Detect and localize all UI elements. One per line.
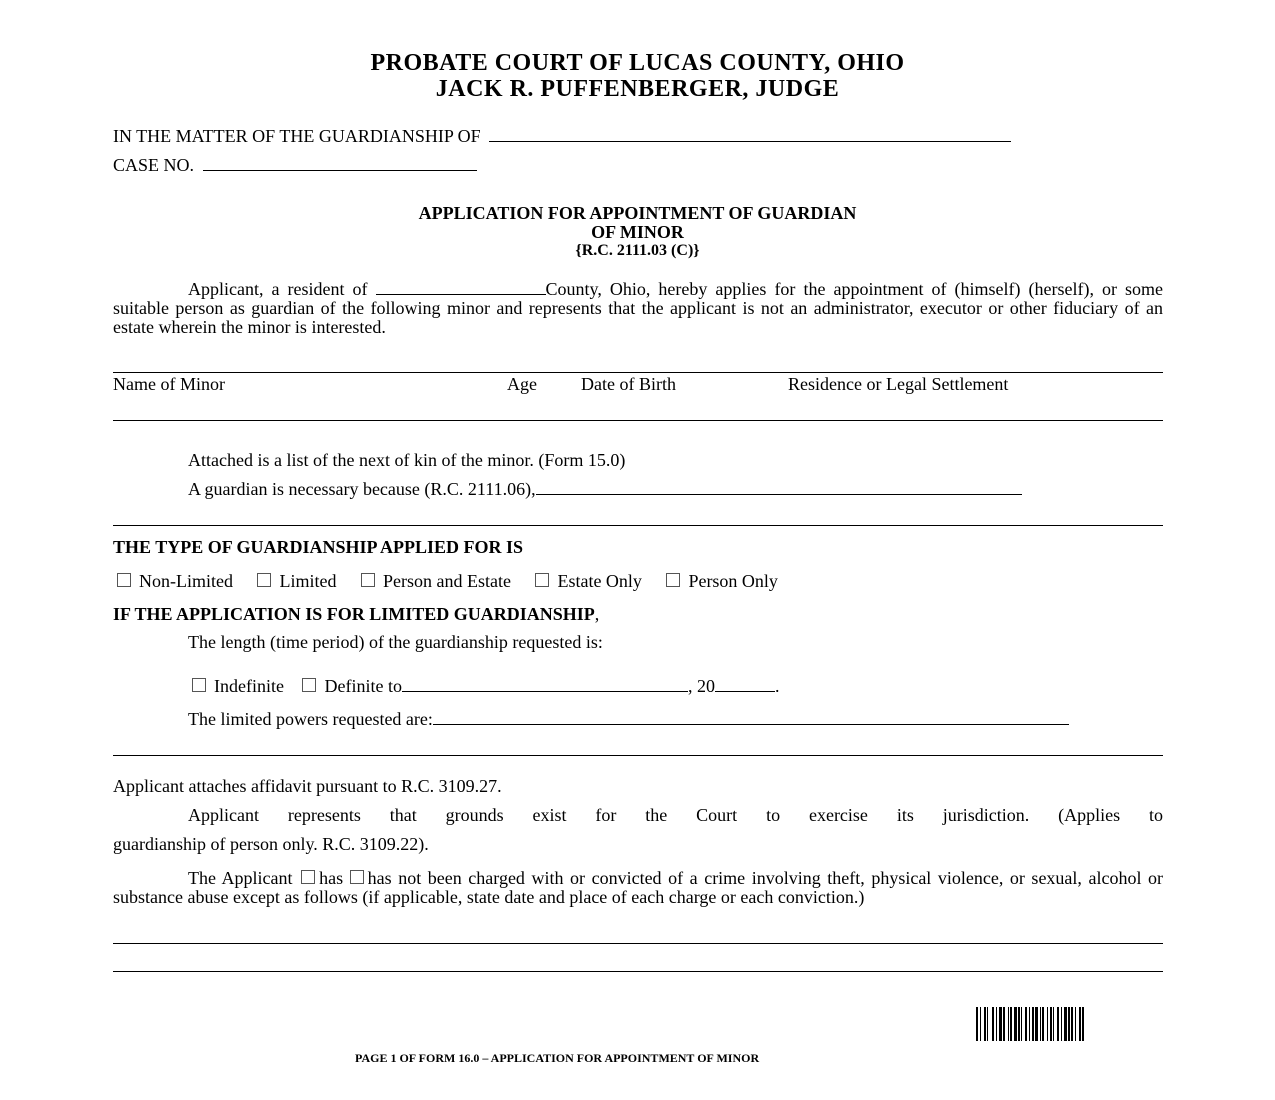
checkbox-has[interactable] [301,870,315,884]
definite-date-field[interactable] [402,676,688,692]
court-name: PROBATE COURT OF LUCAS COUNTY, OHIO [370,50,905,76]
col-residence: Residence or Legal Settlement [788,374,1009,394]
checkbox-non-limited[interactable] [117,573,131,587]
criminal-statement [113,869,1163,907]
col-date-of-birth: Date of Birth [581,374,676,394]
page-footer: PAGE 1 OF FORM 16.0 – APPLICATION FOR APPOINTMENT OF MINOR [355,1051,760,1065]
checkbox-limited[interactable] [257,573,271,587]
option-indefinite-label: Indefinite [214,676,284,696]
form-title-line2: OF MINOR [591,222,684,242]
option-person-and-estate-label: Person and Estate [382,571,511,591]
case-no-field[interactable] [203,155,477,171]
limited-heading-text: IF THE APPLICATION IS FOR LIMITED GUARDIANSHIP [113,604,595,624]
limited-powers-field[interactable] [433,709,1069,725]
intro-part1: Applicant, a resident of [188,279,368,299]
option-person-and-estate[interactable] [361,571,511,592]
case-no-label: CASE NO. [113,155,195,175]
guardianship-of-label: IN THE MATTER OF THE GUARDIANSHIP OF [113,126,481,146]
county-field[interactable] [376,279,546,295]
criminal-entry-line1[interactable] [113,943,1163,944]
limited-powers-row [188,709,1069,730]
case-no-row [113,155,477,176]
length-options [192,676,779,697]
option-non-limited-label: Non-Limited [139,571,233,591]
criminal-lead: The Applicant [188,868,293,888]
checkbox-indefinite[interactable] [192,678,206,692]
option-non-limited[interactable] [117,571,233,592]
checkbox-has-not[interactable] [350,870,364,884]
col-name-of-minor: Name of Minor [113,374,225,394]
guardianship-of-row [113,126,1011,147]
criminal-has: has [319,868,344,888]
grounds-line2: guardianship of person only. R.C. 3109.22). [113,834,429,854]
col-age: Age [507,374,537,394]
checkbox-person-only[interactable] [666,573,680,587]
necessity-continuation-line[interactable] [113,525,1163,526]
intro-part2: County, Ohio, hereby applies for the appointment of (himself) (herself), or some suitable person as guardian of the following minor and represents that the applicant is not an administrator, executor or other fiduciary of an estate wherein the minor is interested. [113,279,1163,337]
minor-entry-line[interactable] [113,420,1163,421]
option-person-only-label: Person Only [688,571,778,591]
grounds-line1: Applicant represents that grounds exist for the Court to exercise its jurisdiction. (Applies to [188,805,1163,825]
year-prefix: , 20 [687,676,715,696]
year-suffix: . [774,676,780,696]
option-definite-label: Definite to [324,676,402,696]
intro-paragraph [113,279,1163,337]
checkbox-definite[interactable] [302,678,316,692]
option-limited-label: Limited [279,571,337,591]
affidavit-statement: Applicant attaches affidavit pursuant to R.C. 3109.27. [113,776,502,796]
criminal-rest: has not been charged with or convicted of a crime involving theft, physical violence, or sexual, alcohol or substance abuse except as follows (if applicable, state date and place of each charge or each conviction.) [113,868,1164,907]
necessity-row [188,479,1022,500]
limited-powers-continuation-line[interactable] [113,755,1163,756]
limited-powers-label: The limited powers requested are: [188,709,433,729]
option-estate-only-label: Estate Only [557,571,642,591]
form-title-line1: APPLICATION FOR APPOINTMENT OF GUARDIAN [418,203,857,223]
option-person-only[interactable] [666,571,778,592]
option-definite[interactable] [302,676,401,696]
necessity-field[interactable] [536,479,1022,495]
necessity-label: A guardian is necessary because (R.C. 2111.06), [188,479,536,499]
option-indefinite[interactable] [192,676,284,697]
guardianship-of-field[interactable] [489,126,1011,142]
year-field[interactable] [715,676,775,692]
checkbox-person-and-estate[interactable] [361,573,375,587]
checkbox-estate-only[interactable] [535,573,549,587]
judge-name: JACK R. PUFFENBERGER, JUDGE [435,76,840,102]
option-limited[interactable] [257,571,336,592]
minor-table-top-rule [113,372,1163,373]
guardianship-type-options [117,571,798,592]
length-label: The length (time period) of the guardianship requested is: [188,632,603,652]
barcode-bar [1084,1007,1086,1041]
form-statute: {R.C. 2111.03 (C)} [575,242,700,259]
guardianship-type-heading: THE TYPE OF GUARDIANSHIP APPLIED FOR IS [113,537,524,557]
criminal-entry-line2[interactable] [113,971,1163,972]
limited-heading [113,604,599,625]
barcode [976,1007,1164,1041]
next-of-kin-statement: Attached is a list of the next of kin of the minor. (Form 15.0) [188,450,626,470]
option-estate-only[interactable] [535,571,641,592]
limited-heading-suffix: , [594,604,600,624]
